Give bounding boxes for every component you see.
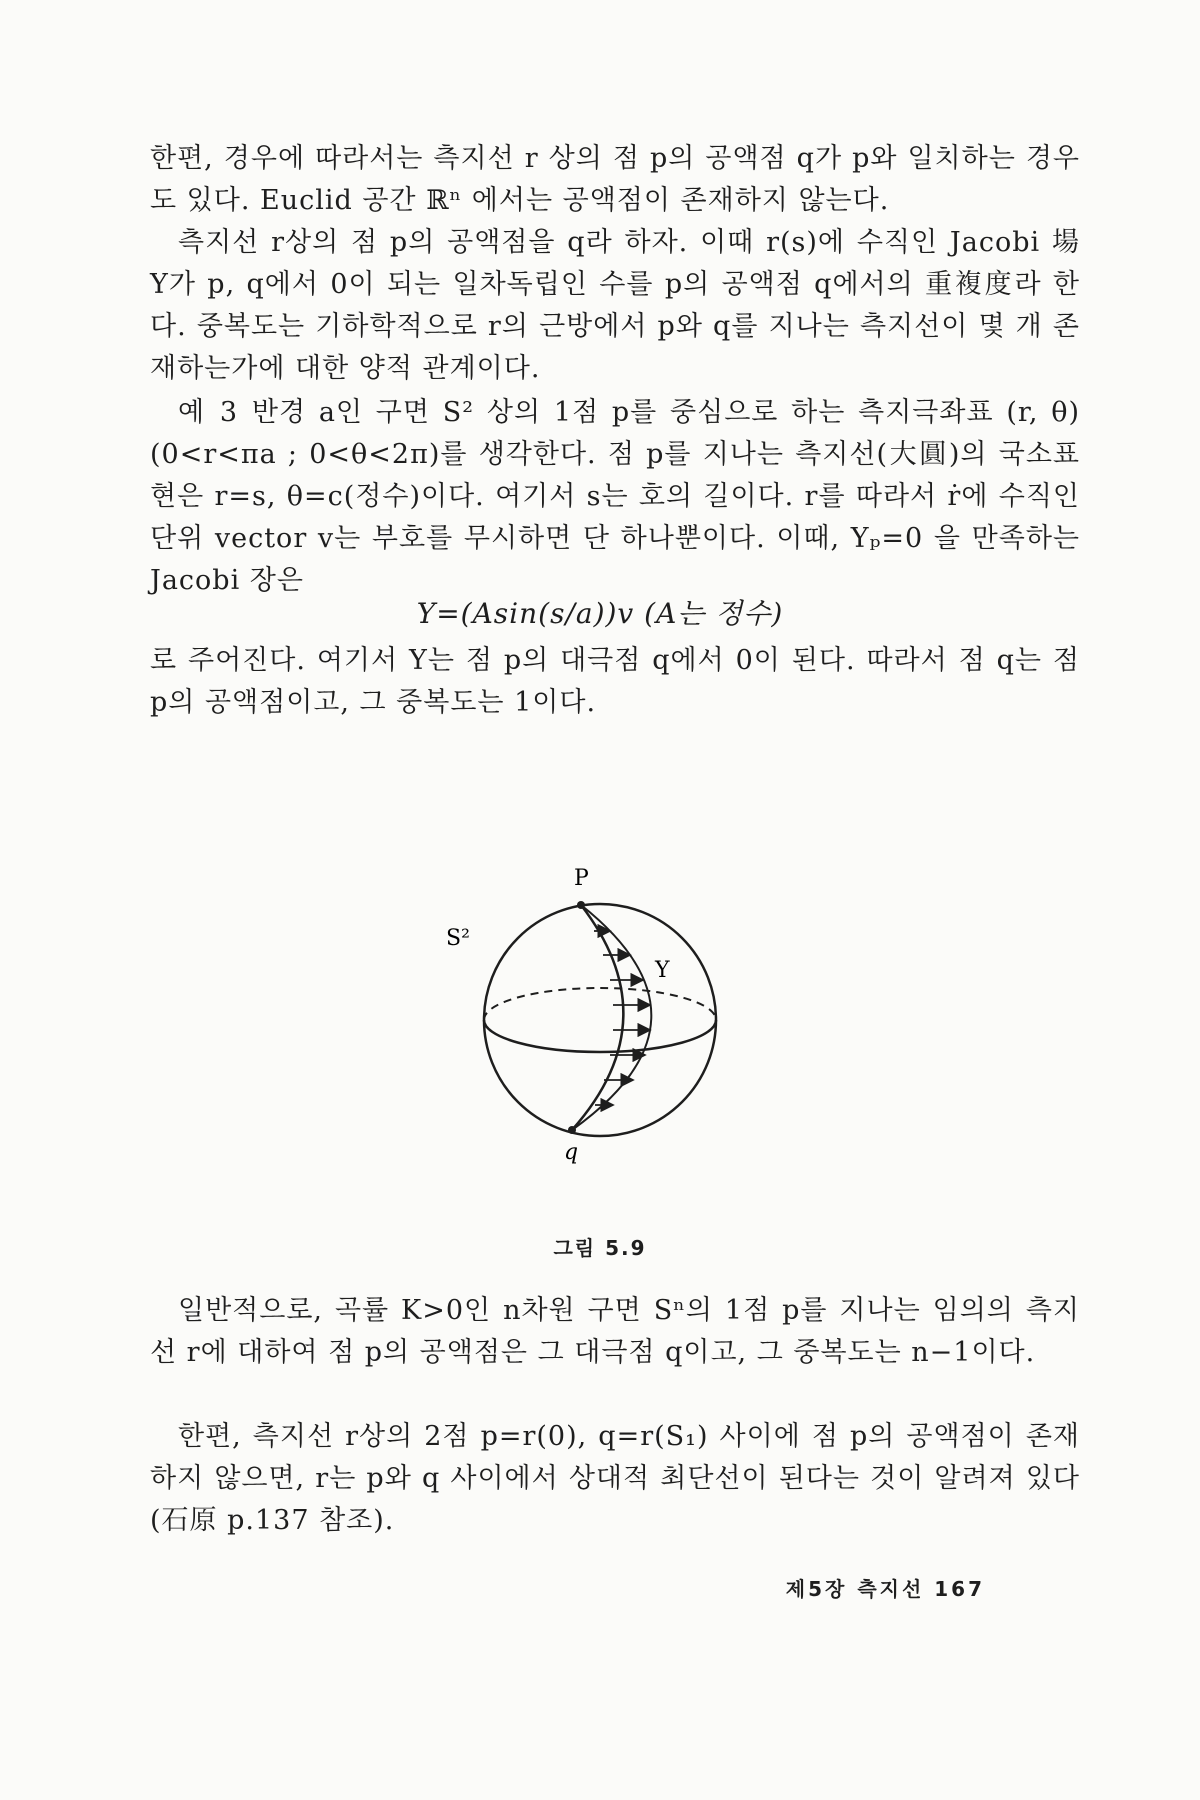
example-label: 예 3 xyxy=(178,397,240,428)
paragraph-shortest-path: 한편, 측지선 r상의 2점 p=r(0), q=r(S₁) 사이에 점 p의 공액점이 존재하지 않으면, r는 p와 q 사이에서 상대적 최단선이 된다는 것이 알려져 있다(石原 p.137 참조). xyxy=(150,1421,1080,1536)
point-q xyxy=(568,1126,576,1134)
label-p: P xyxy=(574,866,589,891)
meridian-geodesic xyxy=(572,905,623,1130)
paragraph-example-3 xyxy=(150,392,1080,602)
sphere-outline xyxy=(484,904,716,1136)
equator-front xyxy=(484,1020,716,1052)
equator-back xyxy=(484,988,716,1020)
jacobi-field-formula: Y=(Asin(s/a))v (A는 정수) xyxy=(416,597,784,630)
paragraph-multiplicity-definition: 측지선 r상의 점 p의 공액점을 q라 하자. 이때 r(s)에 수직인 Jacobi 場 Y가 p, q에서 0이 되는 일차독립인 수를 p의 공액점 q에서의 重複度라 한다. 중복도는 기하학적으로 r의 근방에서 p와 q를 지나는 측지선이 몇 개 존재하는가에 대한 양적 관계이다. xyxy=(150,227,1080,384)
figure-sphere-jacobi-field xyxy=(440,835,780,1205)
page-footer: 제5장 측지선 167 xyxy=(785,1577,985,1601)
sphere-diagram xyxy=(440,835,780,1205)
paragraph-conjugate-point-intro: 한편, 경우에 따라서는 측지선 r 상의 점 p의 공액점 q가 p와 일치하는 경우도 있다. Euclid 공간 ℝⁿ 에서는 공액점이 존재하지 않는다. xyxy=(150,143,1080,216)
label-q: q xyxy=(564,1140,579,1165)
example-3-text: 반경 a인 구면 S² 상의 1점 p를 중심으로 하는 측지극좌표 (r, θ) (0<r<πa ; 0<θ<2π)를 생각한다. 점 p를 지나는 측지선(大圓)의 국소표현은 r=s, θ=c(정수)이다. 여기서 s는 호의 길이다. r를 따라서 ṙ에 수직인 단위 vector v는 부호를 무시하면 단 하나뿐이다. 이때, Yₚ=0 을 만족하는 Jacobi 장은 xyxy=(150,397,1080,596)
figure-caption: 그림 5.9 xyxy=(553,1236,647,1260)
label-s2: S² xyxy=(446,926,470,951)
point-p xyxy=(577,901,585,909)
paragraph-example-conclusion: 로 주어진다. 여기서 Y는 점 p의 대극점 q에서 0이 된다. 따라서 점 q는 점 p의 공액점이고, 그 중복도는 1이다. xyxy=(150,645,1080,718)
meridian-shifted xyxy=(572,905,651,1130)
paragraph-general-sphere: 일반적으로, 곡률 K>0인 n차원 구면 Sⁿ의 1점 p를 지나는 임의의 측지선 r에 대하여 점 p의 공액점은 그 대극점 q이고, 그 중복도는 n−1이다. xyxy=(150,1295,1080,1368)
label-y: Y xyxy=(655,958,670,983)
